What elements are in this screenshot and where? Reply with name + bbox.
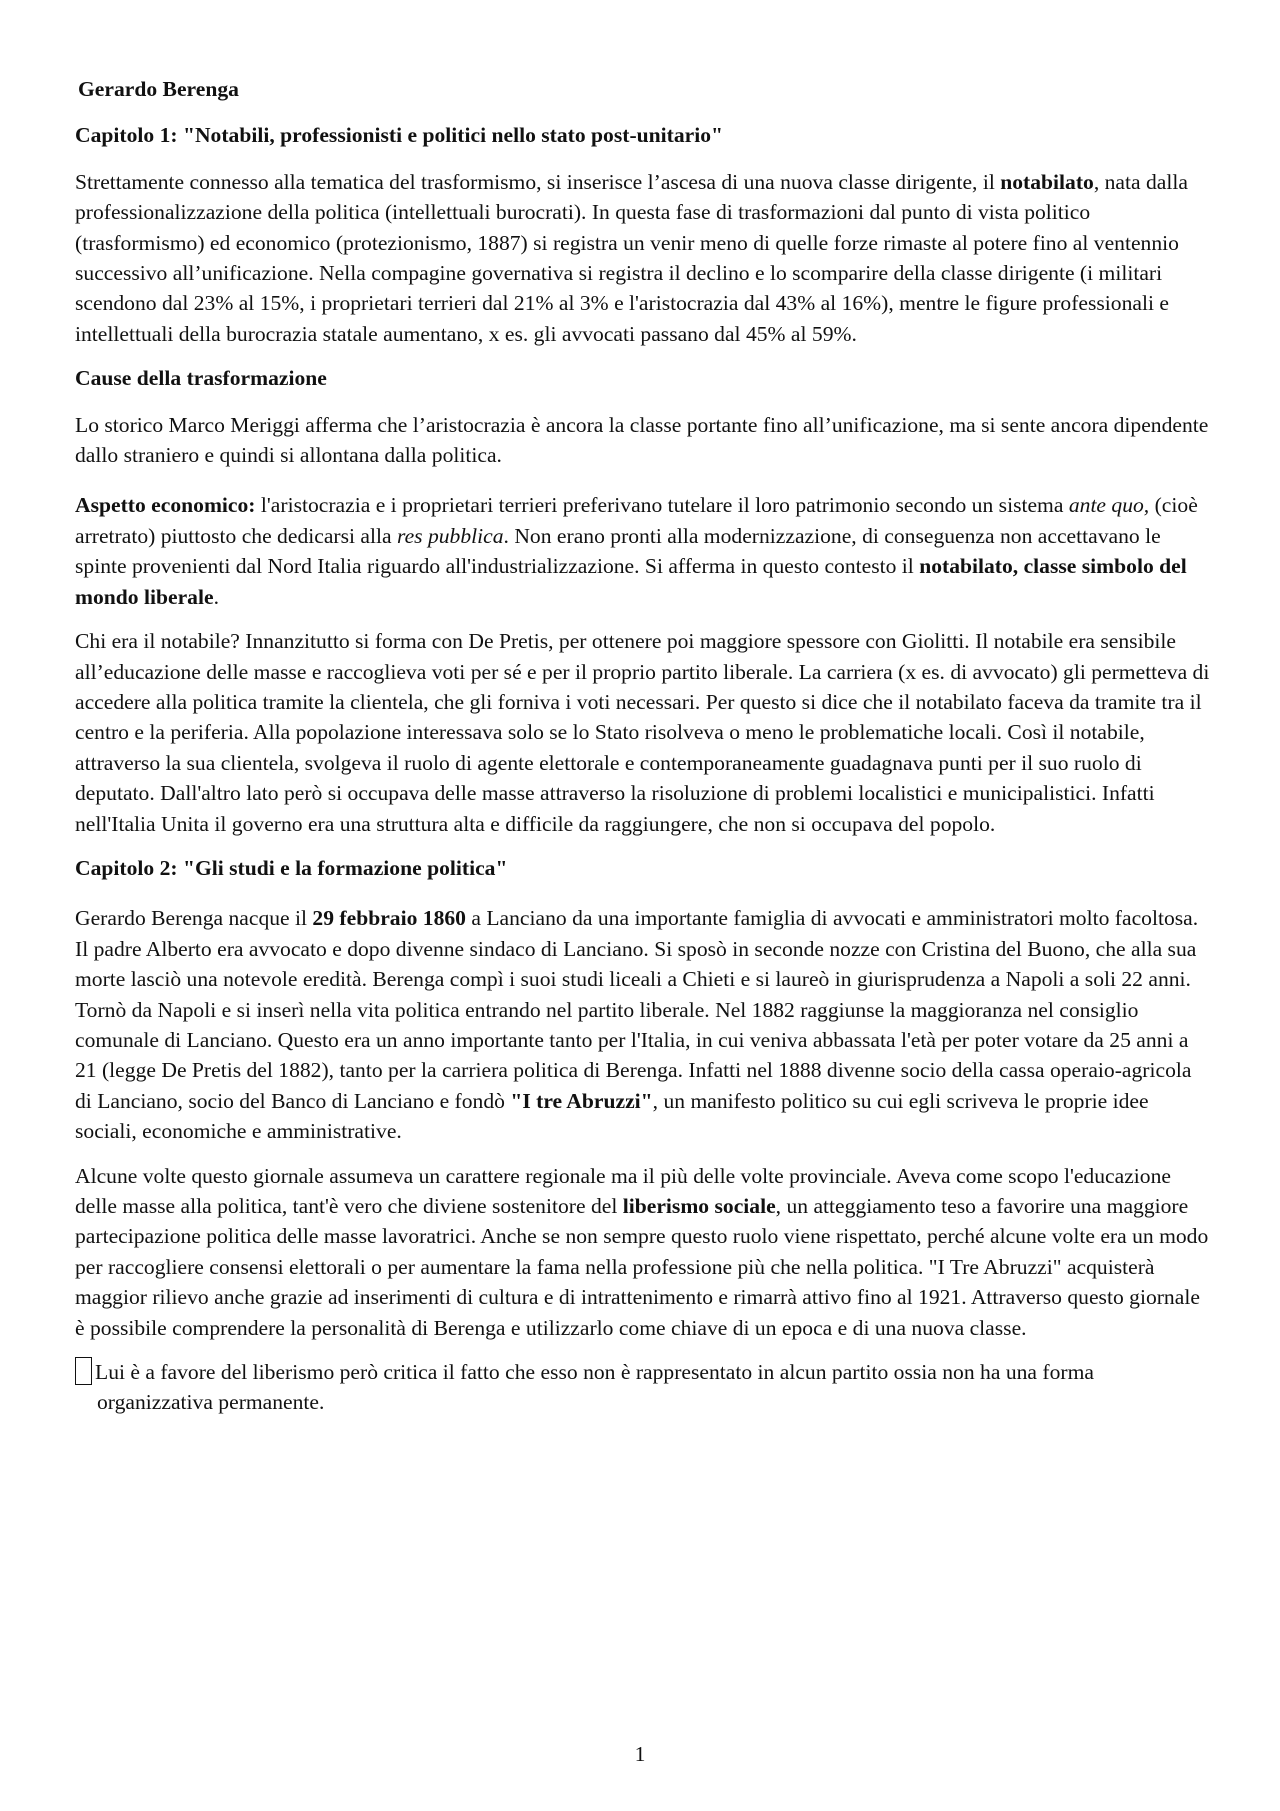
journal-name: "I tre Abruzzi"	[510, 1088, 653, 1113]
italic-term: ante quo,	[1068, 493, 1150, 518]
text-run: (cioè arretrato) piuttosto che dedicarsi alla	[75, 493, 1198, 548]
chapter-1-paragraph-1	[75, 167, 1210, 349]
chapter-1-title: Capitolo 1: "Notabili, professionisti e politici nello stato post-unitario"	[75, 123, 724, 148]
chapter-1-paragraph-3	[75, 490, 1210, 612]
text-run: . Non erano pronti alla modernizzazione, di conseguenza non accettavano le spinte provenienti dal Nord Italia riguardo all'industrializzazione. Si afferma in questo contesto il	[75, 523, 1161, 579]
note-text: Lui è a favore del liberismo però critica il fatto che esso non è rappresentato in alcun partito ossia non ha una forma organizzativa permanente.	[95, 1360, 1094, 1415]
chapter-2-paragraph-1	[75, 903, 1210, 1146]
birth-date: 29 febbraio 1860	[312, 906, 466, 931]
text-run: Gerardo Berenga nacque il	[75, 906, 313, 931]
chapter-1-paragraph-4: Chi era il notabile? Innanzitutto si forma con De Pretis, per ottenere poi maggiore spessore con Giolitti. Il notabile era sensibile all’educazione delle masse e raccoglieva voti per sé e per il proprio partito liberale. La carriera (x es. di avvocato) gli permetteva di accedere alla politica tramite la clientela, che gli forniva i voti necessari. Per questo si dice che il notabilato faceva da tramite tra il centro e la periferia. Alla popolazione interessava solo se lo Stato risolveva o meno le problematiche locali. Così il notabile, attraverso la sua clientela, svolgeva il ruolo di agente elettorale e contemporaneamente guadagnava punti per il suo ruolo di deputato. Dall'altro lato però si occupava delle masse attraverso la risoluzione di problemi localistici e municipalistici. Infatti nell'Italia Unita il governo era una struttura alta e difficile da raggiungere, che non si occupava del popolo.	[75, 629, 1210, 836]
text-run: , un atteggiamento teso a favorire una maggiore partecipazione politica delle masse lavoratrici. Anche se non sempre questo ruolo viene rispettato, perché alcune volte era un modo per raccogliere consensi elettorali o per aumentare la fama nella professione più che nella politica. "I Tre Abruzzi" acquisterà maggior rilievo anche grazie ad inserimenti di cultura e di intrattenimento e rimarrà attivo fino al 1921. Attraverso questo giornale è possibile comprendere la personalità di Berenga e utilizzarlo come chiave di un epoca e di una nuova classe.	[75, 1194, 1209, 1340]
text-run: , nata dalla professionalizzazione della politica (intellettuali burocrati). In questa fase di trasformazioni dal punto di vista politico (trasformismo) ed economico (protezionismo, 1887) si registra un venir meno di quelle forze rimaste al potere fino al ventennio successivo all’unificazione. Nella compagine governativa si registra il declino e lo scomparire della classe dirigente (i militari scendono dal 23% al 15%, i proprietari terrieri dal 21% al 3% e l'aristocrazia dal 43% al 16%), mentre le figure professionali e intellettuali della burocrazia statale aumentano, x es. gli avvocati passano dal 45% al 59%.	[75, 169, 1188, 346]
chapter-2-paragraph-2	[75, 1161, 1210, 1343]
bold-term: liberismo sociale	[622, 1194, 776, 1218]
text-run: .	[213, 584, 219, 609]
chapter-2-title: Capitolo 2: "Gli studi e la formazione politica"	[75, 855, 508, 880]
author-name: Gerardo Berenga	[78, 77, 239, 101]
text-run: , un manifesto politico su cui egli scriveva le proprie idee sociali, economiche e amministrative.	[75, 1088, 1149, 1144]
chapter-1-paragraph-2: Lo storico Marco Meriggi afferma che l’aristocrazia è ancora la classe portante fino all’unificazione, ma si sente ancora dipendente dallo straniero e quindi si allontana dalla politica.	[75, 412, 1209, 468]
page-content	[75, 74, 1210, 1432]
bold-term: notabilato	[1000, 169, 1094, 194]
italic-term: res pubblica	[396, 523, 504, 548]
section-title: Cause della trasformazione	[75, 366, 327, 391]
text-run: l'aristocrazia e i proprietari terrieri preferivano tutelare il loro patrimonio secondo un sistema	[255, 493, 1069, 518]
text-run: a Lanciano da una importante famiglia di avvocati e amministratori molto facoltosa. Il padre Alberto era avvocato e dopo divenne sindaco di Lanciano. Si sposò in seconde nozze con Cristina del Buono, che alla sua morte lasciò una notevole eredità. Berenga compì i suoi studi liceali a Chieti e si laureò in giurisprudenza a Napoli a soli 22 anni. Tornò da Napoli e si inserì nella vita politica entrando nel partito liberale. Nel 1882 raggiunse la maggioranza nel consiglio comunale di Lanciano. Questo era un anno importante tanto per l'Italia, in cui veniva abbassata l'età per poter votare da 25 anni a 21 (legge De Pretis del 1882), tanto per la carriera politica di Berenga. Infatti nel 1888 divenne socio della cassa operaio-agricola di Lanciano, socio del Banco di Lanciano e fondò	[75, 906, 1199, 1113]
text-run: Alcune volte questo giornale assumeva un carattere regionale ma il più delle volte provinciale. Aveva come scopo l'educazione delle masse alla politica, tant'è vero che diviene sostenitore del	[75, 1163, 1171, 1218]
text-run: Strettamente connesso alla tematica del trasformismo, si inserisce l’ascesa di una nuova classe dirigente, il	[75, 169, 1001, 194]
page-number: 1	[634, 1742, 646, 1766]
missing-glyph-icon	[75, 1357, 92, 1385]
indented-note	[75, 1357, 1210, 1418]
bold-term: notabilato, classe simbolo del mondo liberale	[75, 554, 1187, 609]
paragraph-label: Aspetto economico:	[75, 493, 256, 518]
